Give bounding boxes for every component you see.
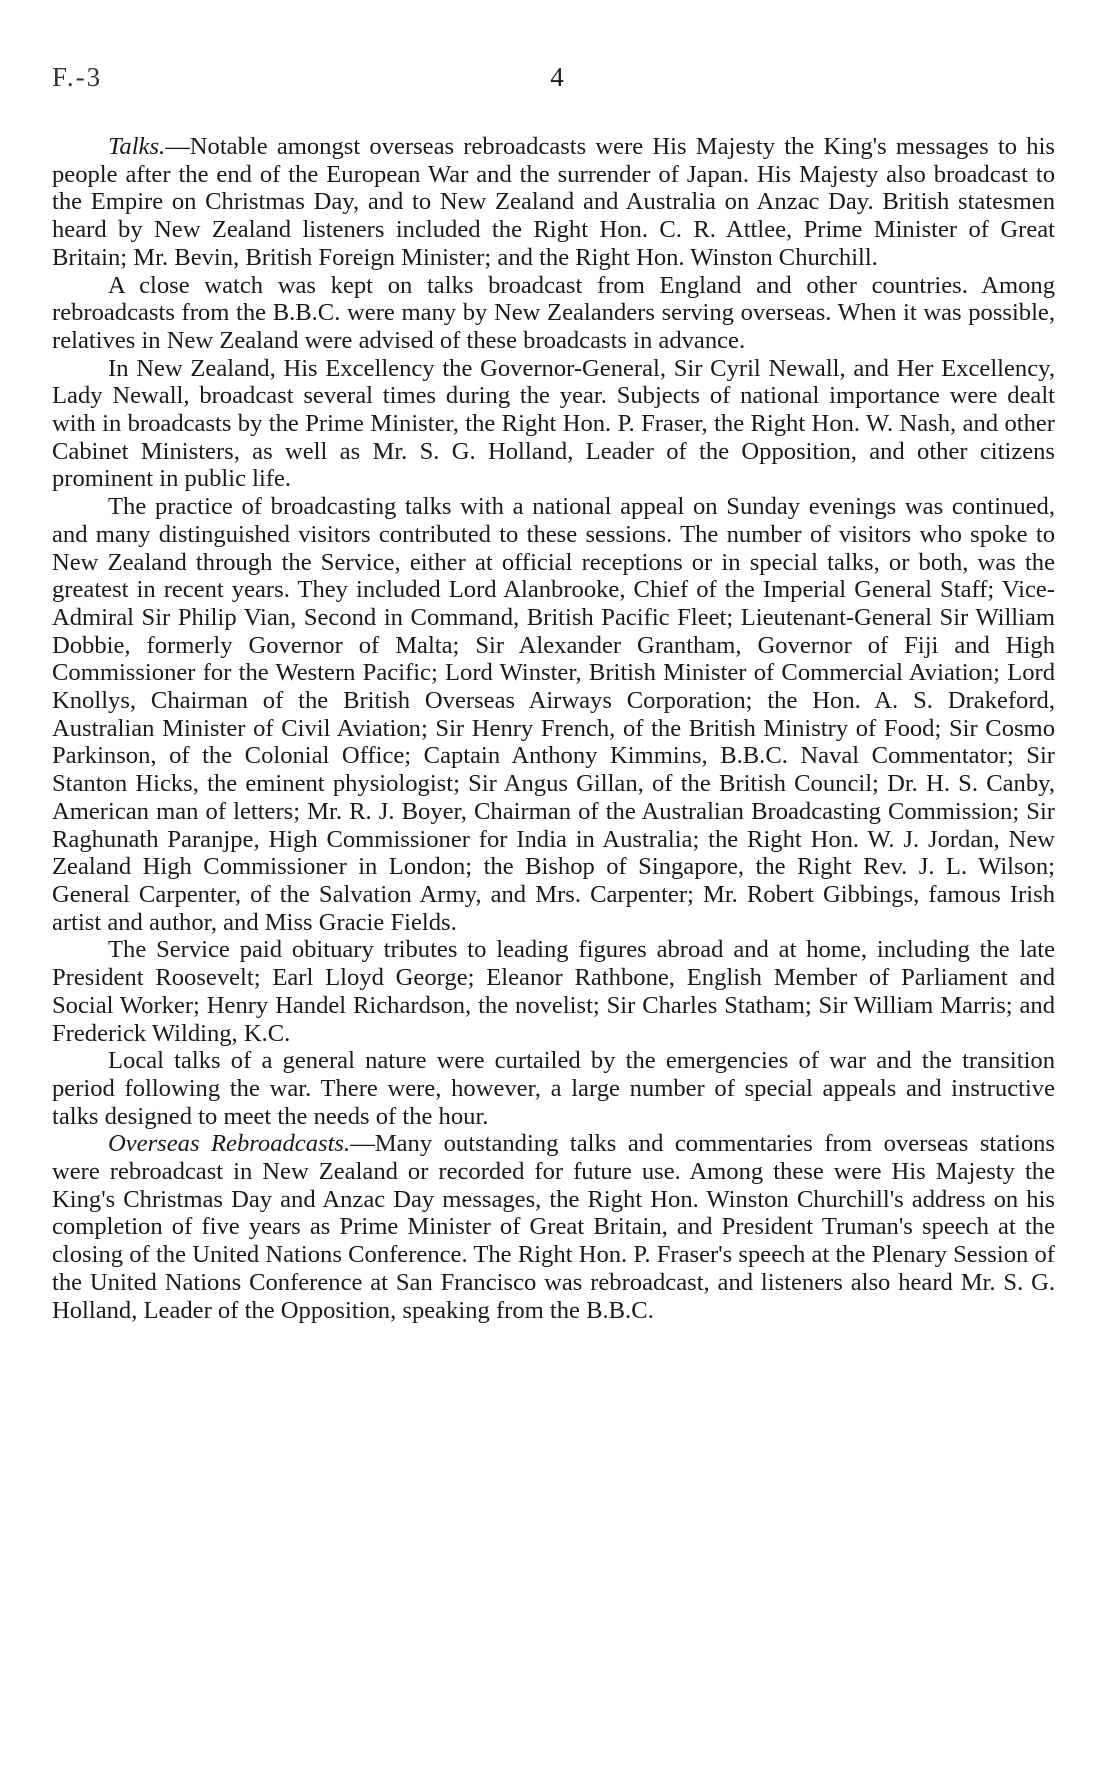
paragraph-text: The practice of broadcasting talks with a national appeal on Sunday evenings was continued, and many distinguished visitors contributed to these sessions. The number of visitors who spoke to New Zealand through the Service, either at official receptions or in special talks, or both, was the greatest in recent years. They included Lord Alanbrooke, Chief of the Imperial General Staff; Vice-Admiral Sir Philip Vian, Second in Command, British Pacific Fleet; Lieutenant-General Sir William Dobbie, formerly Governor of Malta; Sir Alexander Grantham, Governor of Fiji and High Commissioner for the Western Pacific; Lord Winster, British Minister of Commercial Aviation; Lord Knollys, Chairman of the British Overseas Airways Corporation; the Hon. A. S. Drakeford, Australian Minister of Civil Aviation; Sir Henry French, of the British Ministry of Food; Sir Cosmo Parkinson, of the Colonial Office; Captain Anthony Kimmins, B.B.C. Naval Commentator; Sir Stanton Hicks, the eminent physiologist; Sir Angus Gillan, of the British Council; Dr. H. S. Canby, American man of letters; Mr. R. J. Boyer, Chairman of the Australian Broadcasting Commission; Sir Raghunath Paranjpe, High Commissioner for India in Australia; the Right Hon. W. J. Jordan, New Zealand High Commissioner in London; the Bishop of Singapore, the Right Rev. J. L. Wilson; General Carpenter, of the Salvation Army, and Mrs. Carpenter; Mr. Robert Gibbings, famous Irish artist and author, and Miss Gracie Fields. (52, 493, 1055, 936)
paragraph-text: A close watch was kept on talks broadcast from England and other countries. Among rebroadcasts from the B.B.C. were many by New Zealanders serving overseas. When it was possible, relatives in New Zealand were advised of these broadcasts in advance. (52, 271, 1055, 354)
paragraph-text: —Many outstanding talks and commentaries from overseas stations were rebroadcast in New Zealand or recorded for future use. Among these were His Majesty the King's Christmas Day and Anzac Day messages, the Right Hon. Winston Churchill's address on his completion of five years as Prime Minister of Great Britain, and President Truman's speech at the closing of the United Nations Conference. The Right Hon. P. Fraser's speech at the Plenary Session of the United Nations Conference at San Francisco was rebroadcast, and listeners also heard Mr. S. G. Holland, Leader of the Opposition, speaking from the B.B.C. (52, 1130, 1055, 1324)
paragraph (52, 355, 1055, 494)
paragraph-text: The Service paid obituary tributes to leading figures abroad and at home, including the late President Roosevelt; Earl Lloyd George; Eleanor Rathbone, English Member of Parliament and Social Worker; Henry Handel Richardson, the novelist; Sir Charles Statham; Sir William Marris; and Frederick Wilding, K.C. (52, 936, 1055, 1047)
paragraph (52, 1047, 1055, 1130)
page-header (52, 62, 1062, 102)
paragraph (52, 936, 1055, 1047)
paragraph (52, 493, 1055, 936)
paragraph-text: In New Zealand, His Excellency the Governor-General, Sir Cyril Newall, and Her Excellency, Lady Newall, broadcast several times during the year. Subjects of national importance were dealt with in broadcasts by the Prime Minister, the Right Hon. P. Fraser, the Right Hon. W. Nash, and other Cabinet Ministers, as well as Mr. S. G. Holland, Leader of the Opposition, and other citizens prominent in public life. (52, 354, 1055, 493)
paragraph-text: Local talks of a general nature were curtailed by the emergencies of war and the transition period following the war. There were, however, a large number of special appeals and instructive talks designed to meet the needs of the hour. (52, 1047, 1055, 1130)
section-heading-talks: Talks. (108, 133, 166, 160)
paragraph (52, 272, 1055, 355)
paragraph-overseas-rebroadcasts (52, 1130, 1055, 1324)
paragraph-text: —Notable amongst overseas rebroadcasts were His Majesty the King's messages to his people after the end of the European War and the surrender of Japan. His Majesty also broadcast to the Empire on Christmas Day, and to New Zealand and Australia on Anzac Day. British statesmen heard by New Zealand listeners included the Right Hon. C. R. Attlee, Prime Minister of Great Britain; Mr. Bevin, British Foreign Minister; and the Right Hon. Winston Churchill. (52, 133, 1055, 271)
paragraph-talks (52, 133, 1055, 272)
page-code: F.-3 (52, 62, 103, 92)
body-text (52, 133, 1055, 1324)
page-number: 4 (550, 62, 564, 92)
section-heading-overseas-rebroadcasts: Overseas Rebroadcasts. (108, 1130, 351, 1158)
